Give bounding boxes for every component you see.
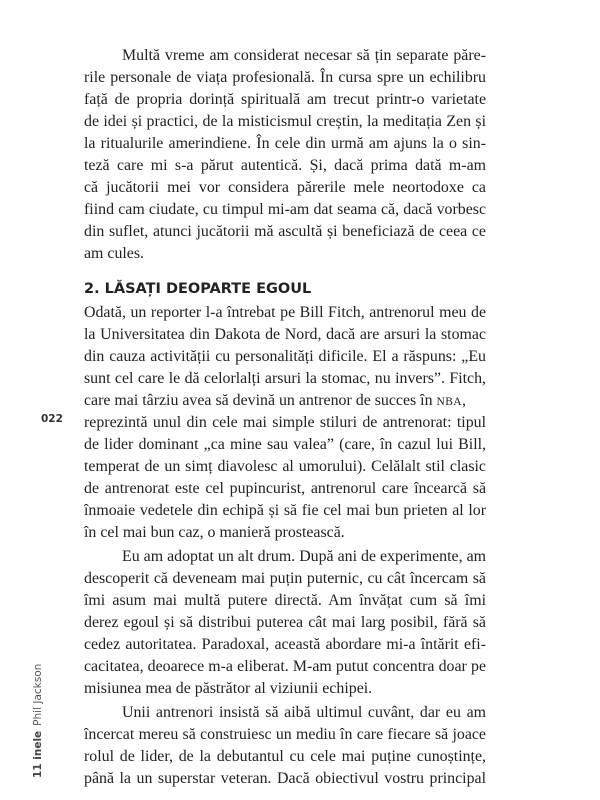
p2-line-5-comma: , <box>462 392 466 409</box>
p2-line-8: temperat de un simț diavolesc al umorului). Celălalt stil clasic <box>84 458 486 475</box>
p3-line-2: descoperit că deveneam mai puțin puternic, cu cât încercam să <box>84 570 486 587</box>
p4-line-3: rolul de lider, de la debutantul cu cele mai puține cunoștințe, <box>84 748 486 765</box>
running-header <box>32 664 44 778</box>
p2-line-3: din cauza activității cu personalități dificile. El a răspuns: „Eu <box>84 348 486 365</box>
page-number: 022 <box>41 413 63 425</box>
p1-line-7: că jucătorii mei vor considera părerile mele neortodoxe ca <box>84 179 486 196</box>
p1-line-3: față de propria dorință spirituală am trecut printr-o varietate <box>84 91 486 108</box>
nba-abbreviation: NBA <box>436 396 463 408</box>
p3-line-6: cacitatea, deoarece m-a eliberat. M-am putut concentra doar pe <box>84 658 486 675</box>
p2-line-1: Odată, un reporter l-a întrebat pe Bill Fitch, antrenorul meu de <box>84 304 486 321</box>
p4-line-2: încercat mereu să construiesc un mediu în care fiecare să joace <box>84 726 486 743</box>
p1-line-5: la ritualurile amerindiene. În cele din urmă am ajuns la o sin- <box>84 135 486 152</box>
p4-line-1: Unii antrenori insistă să aibă ultimul cuvânt, dar eu am <box>122 704 486 721</box>
p1-line-1: Multă vreme am considerat necesar să țin separate păre- <box>122 47 486 64</box>
p1-line-10: am cules. <box>84 245 145 262</box>
running-title: 11 inele <box>32 730 44 778</box>
running-author: Phil Jackson <box>32 663 44 726</box>
p1-line-6: teză care mi s-a părut autentică. Și, dacă prima dată m-am <box>84 157 486 174</box>
p3-line-7: misiunea mea de păstrător al viziunii echipei. <box>84 680 373 697</box>
p2-line-5 <box>84 390 486 411</box>
p2-line-4: sunt cel care le dă celorlalți arsuri la stomac, nu invers”. Fitch, <box>84 370 486 387</box>
p3-line-3: îmi asum mai multă putere directă. Am învățat cum să îmi <box>84 592 486 609</box>
p2-line-9: de antrenorat este cel pupincurist, antrenorul care încearcă să <box>84 480 486 497</box>
p2-line-2: la Universitatea din Dakota de Nord, dacă are arsuri la stomac <box>84 326 486 343</box>
p2-line-6: reprezintă unul din cele mai simple stiluri de antrenorat: tipul <box>84 414 486 431</box>
p1-line-4: de idei și practici, de la misticismul creștin, la meditația Zen și <box>84 113 486 130</box>
p2-line-10: înmoaie vedetele din echipă și să fie cel mai bun prieten al lor <box>84 502 486 519</box>
section-heading: 2. LĂSAȚI DEOPARTE EGOUL <box>84 281 312 297</box>
p4-line-4: până la un superstar veteran. Dacă obiectivul vostru principal <box>84 770 486 787</box>
p1-line-8: fiind cam ciudate, cu timpul mi-am dat seama că, dacă vorbesc <box>84 201 486 218</box>
p1-line-9: din suflet, atunci jucătorii mă ascultă și beneficiază de ceea ce <box>84 223 486 240</box>
p3-line-4: derez egoul și să distribui puterea cât mai larg posibil, fără să <box>84 614 486 631</box>
p2-line-7: de lider dominant „ca mine sau valea” (care, în cazul lui Bill, <box>84 436 486 453</box>
p1-line-2: rile personale de viața profesională. În cursa spre un echilibru <box>84 69 486 86</box>
p2-line-5-text: care mai târziu avea să devină un antrenor de succes în <box>84 392 433 409</box>
p3-line-1: Eu am adoptat un alt drum. După ani de experimente, am <box>122 548 486 565</box>
p2-line-11: în cel mai bun caz, o manieră prostească. <box>84 524 345 541</box>
p3-line-5: cedez autoritatea. Paradoxal, această abordare mi-a întărit efi- <box>84 636 486 653</box>
